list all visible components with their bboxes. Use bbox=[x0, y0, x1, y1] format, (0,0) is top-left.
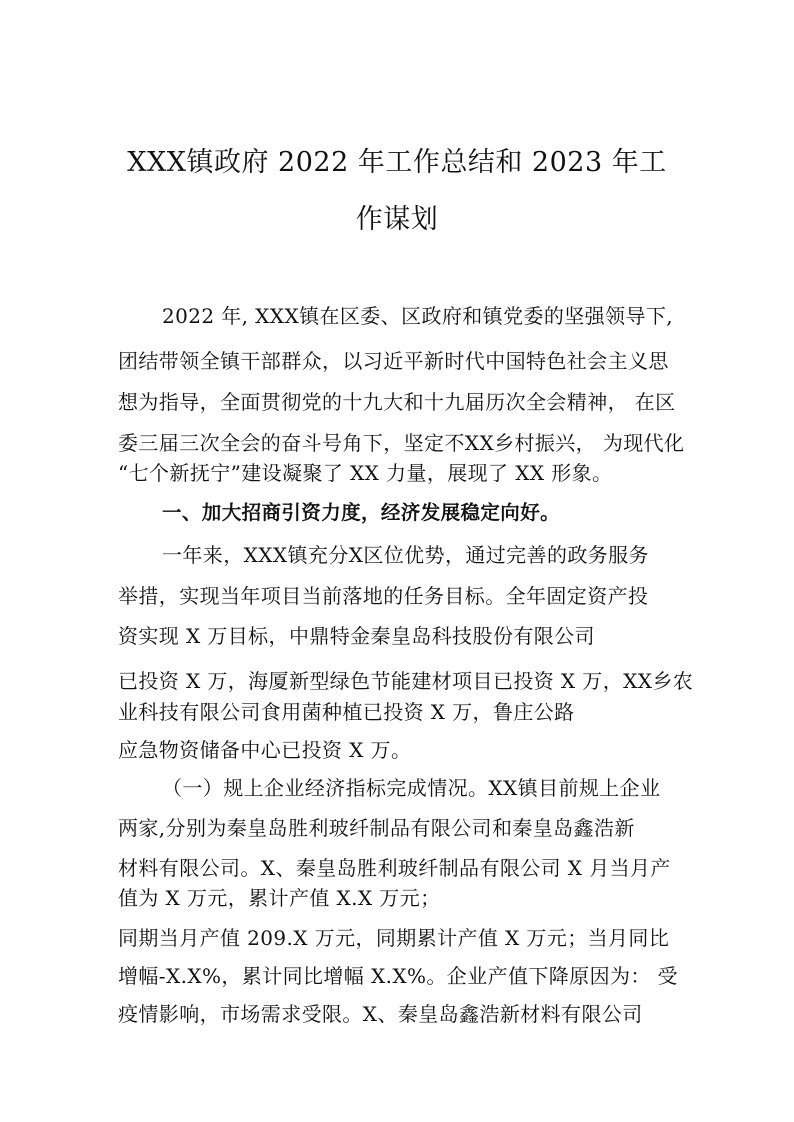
paragraph-line: 想为指导，全面贯彻党的十九大和十九届历次全会精神， 在区 bbox=[118, 390, 676, 414]
paragraph-line: “七个新抚宁”建设凝聚了 XX 力量，展现了 XX 形象。 bbox=[118, 461, 613, 485]
paragraph-line: 团结带领全镇干部群众，以习近平新时代中国特色社会主义思 bbox=[118, 349, 669, 373]
paragraph-line: 委三届三次全会的奋斗号角下，坚定不XX乡村振兴， 为现代化 bbox=[118, 431, 685, 455]
subsection-line: （一）规上企业经济指标完成情况。XX镇目前规上企业 bbox=[162, 776, 661, 800]
paragraph-line: 举措，实现当年项目当前落地的任务目标。全年固定资产投 bbox=[118, 584, 649, 608]
paragraph-line: 两家,分别为秦皇岛胜利玻纤制品有限公司和秦皇岛鑫浩新 bbox=[118, 816, 635, 840]
paragraph-line: 业科技有限公司食用菌种植已投资 X 万，鲁庄公路 bbox=[118, 700, 575, 724]
document-title-line-2: 作谋划 bbox=[355, 204, 439, 235]
paragraph-line: 值为 X 万元，累计产值 X.X 万元； bbox=[118, 886, 441, 910]
paragraph-line: 增幅-X.X%，累计同比增幅 X.X%。企业产值下降原因为： 受 bbox=[118, 964, 678, 988]
paragraph-line: 资实现 X 万目标，中鼎特金秦皇岛科技股份有限公司 bbox=[118, 624, 595, 648]
paragraph-line: 疫情影响，市场需求受限。X、秦皇岛鑫浩新材料有限公司 bbox=[118, 1002, 643, 1026]
paragraph-line: 已投资 X 万，海厦新型绿色节能建材项目已投资 X 万，XX乡农 bbox=[118, 669, 694, 693]
paragraph-line: 2022 年, XXX镇在区委、区政府和镇党委的坚强领导下, bbox=[162, 304, 674, 328]
paragraph-line: 一年来，XXX镇充分X区位优势，通过完善的政务服务 bbox=[162, 543, 649, 567]
section-heading: 一、加大招商引资力度，经济发展稳定向好。 bbox=[162, 501, 561, 524]
paragraph-line: 应急物资储备中心已投资 X 万。 bbox=[118, 738, 412, 762]
paragraph-line: 同期当月产值 209.X 万元，同期累计产值 X 万元；当月同比 bbox=[118, 926, 670, 950]
paragraph-line: 材料有限公司。X、秦皇岛胜利玻纤制品有限公司 X 月当月产 bbox=[118, 856, 671, 880]
document-title-line-1: XXX镇政府 2022 年工作总结和 2023 年工 bbox=[127, 147, 667, 178]
